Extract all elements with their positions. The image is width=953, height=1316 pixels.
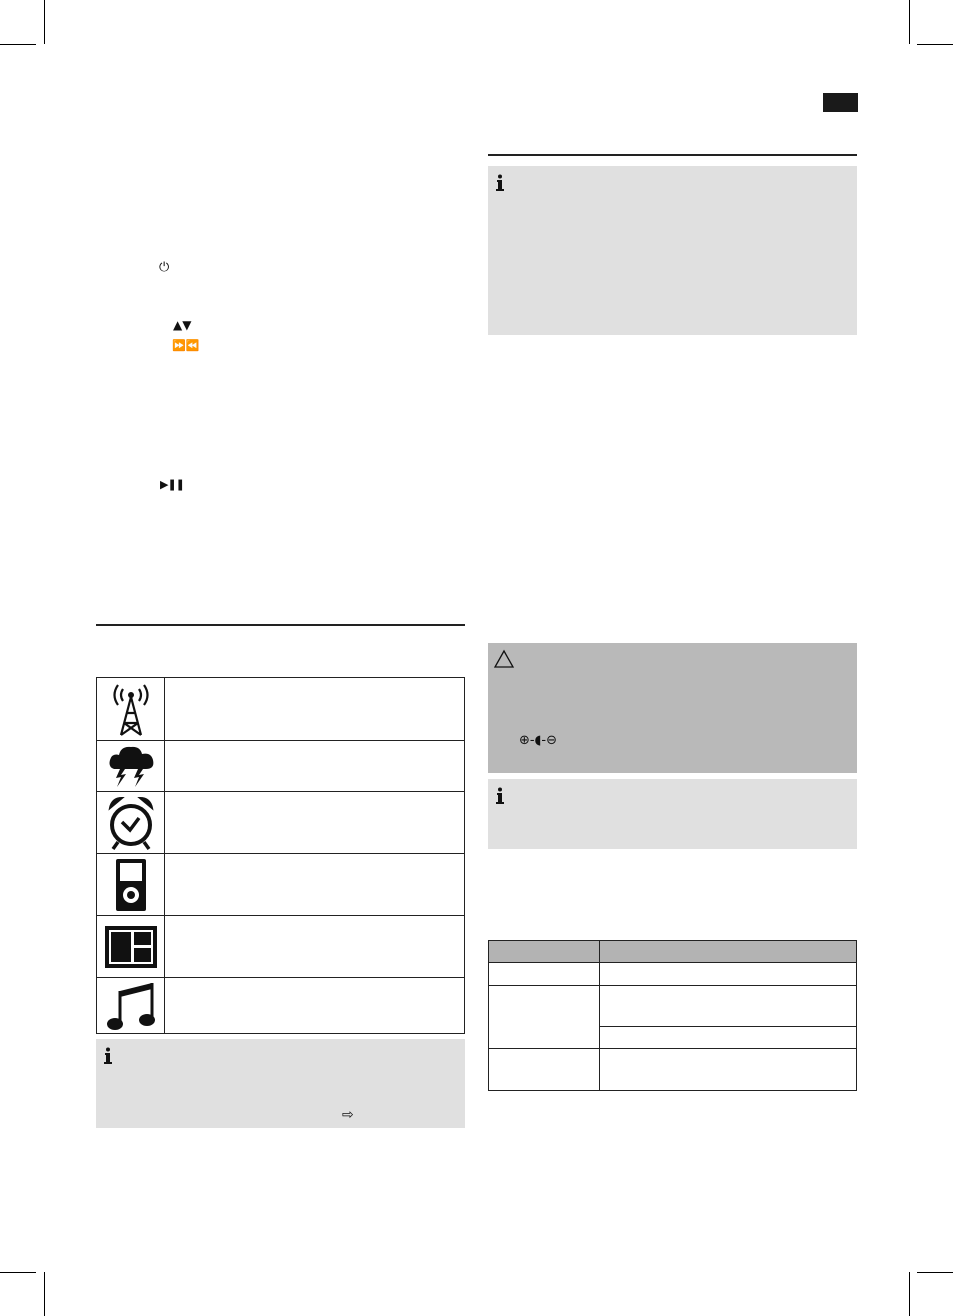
icon-cell [97, 854, 165, 915]
crop-mark-top-right-v [909, 0, 910, 44]
table-header [489, 941, 856, 963]
up-down-arrows-icon: ▲▼ [173, 318, 192, 332]
crop-mark-top-left-h [0, 44, 36, 45]
table-row [489, 963, 856, 986]
fast-forward-rewind-icon: ⏩⏪ [172, 339, 200, 352]
info-icon [495, 787, 505, 805]
crop-mark-bottom-left-h [0, 1272, 36, 1273]
spec-table [488, 940, 857, 1091]
crop-mark-bottom-left-v [44, 1272, 45, 1316]
alarm-clock-icon [106, 794, 156, 852]
warning-triangle-icon [493, 649, 515, 669]
info-icon [495, 174, 505, 192]
info-box-left [96, 1039, 465, 1128]
icon-cell [97, 978, 165, 1033]
music-note-icon [106, 979, 156, 1033]
power-icon: ⏻ [159, 260, 170, 275]
antenna-icon [105, 681, 157, 737]
weather-storm-icon [106, 743, 156, 789]
section-rule-right [488, 154, 857, 156]
info-box-right-bottom [488, 779, 857, 849]
icon-row-media-player [97, 853, 464, 915]
column-separator [599, 963, 600, 985]
display-layout-icon [103, 924, 159, 970]
crop-mark-top-left-v [44, 0, 45, 44]
table-row [489, 1049, 856, 1090]
warning-box [488, 643, 857, 773]
icon-row-music [97, 977, 464, 1033]
column-separator [599, 941, 600, 962]
info-icon [103, 1047, 113, 1065]
icon-row-alarm [97, 791, 464, 853]
polarity-symbol: ⊕-◖-⊖ [519, 733, 558, 748]
icon-table [96, 677, 465, 1034]
table-row [489, 986, 856, 1049]
media-player-icon [113, 857, 149, 913]
crop-mark-bottom-right-h [917, 1272, 953, 1273]
arrow-icon: ⇨ [342, 1107, 354, 1123]
icon-row-weather [97, 740, 464, 791]
play-pause-icon: ▶❚❚ [160, 478, 184, 491]
icon-cell [97, 916, 165, 977]
column-separator [599, 986, 600, 1048]
crop-mark-top-right-h [917, 44, 953, 45]
section-rule-left [96, 624, 465, 626]
icon-cell [97, 678, 165, 740]
sub-row-separator [599, 1026, 856, 1027]
icon-cell [97, 792, 165, 853]
crop-mark-bottom-right-v [909, 1272, 910, 1316]
column-separator [599, 1049, 600, 1090]
icon-row-antenna [97, 678, 464, 740]
info-box-right-top [488, 166, 857, 335]
icon-cell [97, 741, 165, 791]
language-tab [823, 93, 858, 112]
icon-row-display [97, 915, 464, 977]
